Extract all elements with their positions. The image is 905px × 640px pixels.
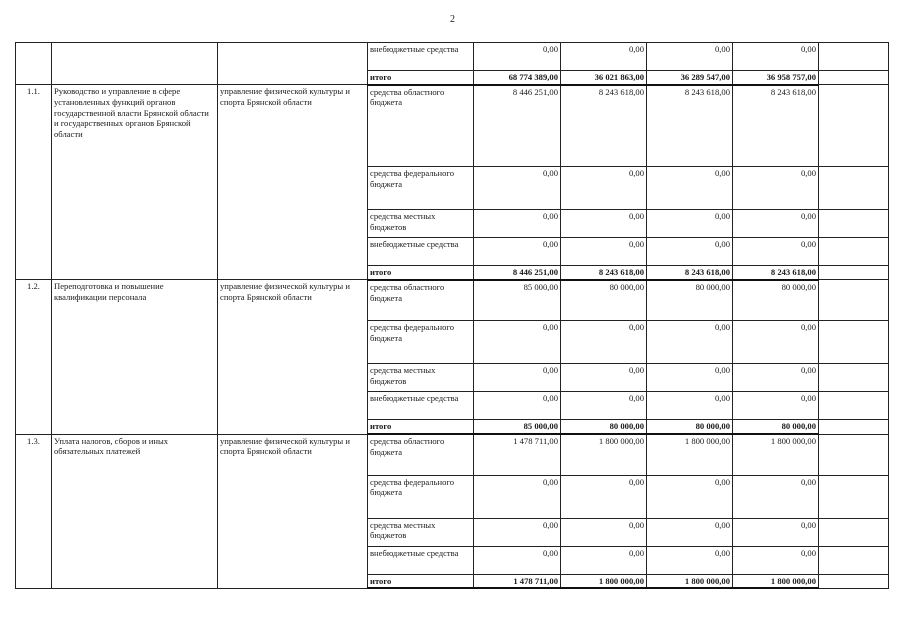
table-row (16, 85, 889, 167)
amount-cell: 0,00 (733, 238, 819, 266)
funding-source: внебюджетные средства (368, 238, 474, 266)
amount-cell: 0,00 (561, 321, 647, 364)
funding-source: итого (368, 574, 474, 588)
amount-cell: 0,00 (733, 364, 819, 392)
empty-cell (819, 43, 889, 71)
amount-cell: 0,00 (647, 546, 733, 574)
amount-cell: 0,00 (733, 392, 819, 420)
item-executor (218, 43, 368, 85)
empty-cell (819, 518, 889, 546)
funding-source: средства местных бюджетов (368, 364, 474, 392)
amount-cell: 0,00 (733, 210, 819, 238)
item-executor: управление физической культуры и спорта Брянской области (218, 280, 368, 434)
item-number (16, 43, 52, 85)
amount-cell: 0,00 (561, 364, 647, 392)
amount-cell: 0,00 (474, 321, 561, 364)
empty-cell (819, 434, 889, 475)
empty-cell (819, 266, 889, 280)
amount-cell: 0,00 (647, 210, 733, 238)
funding-source: средства местных бюджетов (368, 210, 474, 238)
budget-table (15, 42, 889, 589)
table-row (16, 43, 889, 71)
item-number: 1.3. (16, 434, 52, 588)
amount-cell: 0,00 (474, 364, 561, 392)
amount-cell: 8 243 618,00 (647, 85, 733, 167)
amount-cell: 36 958 757,00 (733, 71, 819, 85)
amount-cell: 8 243 618,00 (733, 85, 819, 167)
funding-source: средства местных бюджетов (368, 518, 474, 546)
amount-cell: 0,00 (647, 238, 733, 266)
empty-cell (819, 167, 889, 210)
empty-cell (819, 475, 889, 518)
funding-source: итого (368, 266, 474, 280)
item-number: 1.2. (16, 280, 52, 434)
amount-cell: 0,00 (647, 518, 733, 546)
amount-cell: 0,00 (647, 43, 733, 71)
amount-cell: 80 000,00 (733, 420, 819, 434)
amount-cell: 80 000,00 (561, 280, 647, 321)
amount-cell: 1 800 000,00 (733, 434, 819, 475)
budget-table-body (16, 43, 889, 589)
amount-cell: 0,00 (733, 43, 819, 71)
item-number: 1.1. (16, 85, 52, 280)
table-row (16, 280, 889, 321)
amount-cell: 0,00 (561, 167, 647, 210)
amount-cell: 0,00 (474, 518, 561, 546)
amount-cell: 80 000,00 (733, 280, 819, 321)
amount-cell: 8 243 618,00 (561, 266, 647, 280)
funding-source: итого (368, 71, 474, 85)
amount-cell: 0,00 (647, 475, 733, 518)
item-executor: управление физической культуры и спорта Брянской области (218, 85, 368, 280)
empty-cell (819, 392, 889, 420)
amount-cell: 0,00 (647, 321, 733, 364)
funding-source: средства федерального бюджета (368, 321, 474, 364)
amount-cell: 1 800 000,00 (647, 434, 733, 475)
funding-source: внебюджетные средства (368, 43, 474, 71)
amount-cell: 68 774 389,00 (474, 71, 561, 85)
empty-cell (819, 574, 889, 588)
amount-cell: 1 800 000,00 (647, 574, 733, 588)
amount-cell: 0,00 (561, 518, 647, 546)
amount-cell: 8 243 618,00 (561, 85, 647, 167)
empty-cell (819, 420, 889, 434)
funding-source: средства областного бюджета (368, 280, 474, 321)
funding-source: средства областного бюджета (368, 434, 474, 475)
amount-cell: 0,00 (733, 518, 819, 546)
table-row (16, 434, 889, 475)
amount-cell: 80 000,00 (647, 420, 733, 434)
amount-cell: 0,00 (474, 238, 561, 266)
empty-cell (819, 321, 889, 364)
amount-cell: 0,00 (474, 43, 561, 71)
amount-cell: 0,00 (733, 546, 819, 574)
amount-cell: 0,00 (561, 43, 647, 71)
amount-cell: 0,00 (647, 167, 733, 210)
item-executor: управление физической культуры и спорта Брянской области (218, 434, 368, 588)
amount-cell: 8 243 618,00 (647, 266, 733, 280)
funding-source: средства федерального бюджета (368, 167, 474, 210)
amount-cell: 36 021 863,00 (561, 71, 647, 85)
amount-cell: 36 289 547,00 (647, 71, 733, 85)
amount-cell: 80 000,00 (647, 280, 733, 321)
amount-cell: 1 478 711,00 (474, 574, 561, 588)
empty-cell (819, 85, 889, 167)
funding-source: средства федерального бюджета (368, 475, 474, 518)
item-name: Переподготовка и повышение квалификации персонала (52, 280, 218, 434)
amount-cell: 80 000,00 (561, 420, 647, 434)
item-name: Руководство и управление в сфере установленных функций органов государственной власти Брянской области и государственных органов Брянской области (52, 85, 218, 280)
amount-cell: 0,00 (561, 210, 647, 238)
amount-cell: 0,00 (733, 321, 819, 364)
amount-cell: 1 478 711,00 (474, 434, 561, 475)
amount-cell: 0,00 (474, 475, 561, 518)
empty-cell (819, 71, 889, 85)
empty-cell (819, 364, 889, 392)
empty-cell (819, 546, 889, 574)
amount-cell: 8 243 618,00 (733, 266, 819, 280)
amount-cell: 0,00 (474, 392, 561, 420)
amount-cell: 0,00 (474, 167, 561, 210)
empty-cell (819, 280, 889, 321)
funding-source: средства областного бюджета (368, 85, 474, 167)
amount-cell: 0,00 (647, 364, 733, 392)
amount-cell: 0,00 (561, 475, 647, 518)
amount-cell: 85 000,00 (474, 420, 561, 434)
amount-cell: 1 800 000,00 (561, 434, 647, 475)
amount-cell: 0,00 (733, 167, 819, 210)
amount-cell: 0,00 (647, 392, 733, 420)
amount-cell: 1 800 000,00 (733, 574, 819, 588)
empty-cell (819, 210, 889, 238)
amount-cell: 8 446 251,00 (474, 266, 561, 280)
amount-cell: 85 000,00 (474, 280, 561, 321)
item-name: Уплата налогов, сборов и иных обязательных платежей (52, 434, 218, 588)
amount-cell: 1 800 000,00 (561, 574, 647, 588)
funding-source: внебюджетные средства (368, 392, 474, 420)
amount-cell: 8 446 251,00 (474, 85, 561, 167)
amount-cell: 0,00 (474, 546, 561, 574)
item-name (52, 43, 218, 85)
amount-cell: 0,00 (561, 546, 647, 574)
amount-cell: 0,00 (474, 210, 561, 238)
page-number: 2 (450, 14, 455, 25)
funding-source: внебюджетные средства (368, 546, 474, 574)
empty-cell (819, 238, 889, 266)
funding-source: итого (368, 420, 474, 434)
amount-cell: 0,00 (561, 238, 647, 266)
amount-cell: 0,00 (733, 475, 819, 518)
amount-cell: 0,00 (561, 392, 647, 420)
